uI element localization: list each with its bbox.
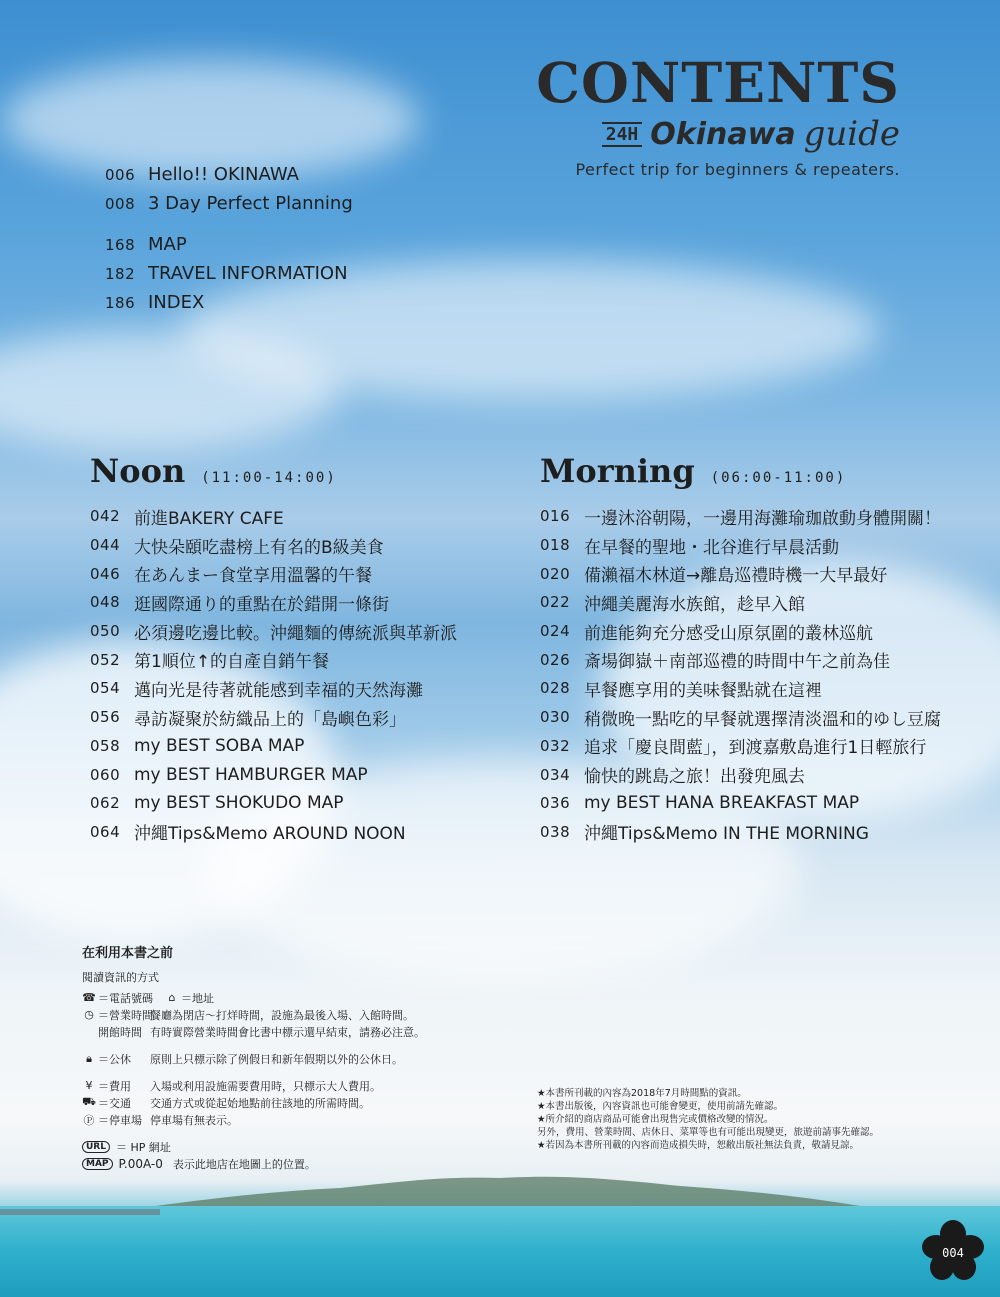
hours-label: ＝營業時間 bbox=[98, 1008, 153, 1022]
toc-label: 前進BAKERY CAFE bbox=[134, 508, 284, 529]
toc-item[interactable] bbox=[540, 674, 941, 703]
fee-label: ＝費用 bbox=[98, 1079, 131, 1093]
notes bbox=[537, 1087, 879, 1152]
hours-sub-text: 有時實際營業時間會比書中標示還早結束，請務必注意。 bbox=[150, 1025, 425, 1039]
page-num: 034 bbox=[540, 765, 571, 784]
hours-sub-label: 開館時間 bbox=[98, 1025, 142, 1039]
toc-item[interactable] bbox=[90, 645, 457, 674]
morning-list bbox=[540, 502, 941, 846]
guide-word: guide bbox=[803, 114, 900, 154]
note-line: ★本書出版後，內容資訊也可能會變更，使用前請先確認。 bbox=[537, 1101, 784, 1112]
morning-section bbox=[540, 452, 941, 846]
phone-icon: ☎ bbox=[82, 991, 96, 1004]
morning-time: (06:00-11:00) bbox=[710, 470, 847, 486]
page-num: 048 bbox=[90, 593, 121, 612]
map-text: 表示此地店在地圖上的位置。 bbox=[172, 1157, 316, 1171]
toc-item[interactable] bbox=[540, 789, 941, 818]
fee-text: 入場或利用設施需要費用時，只標示大人費用。 bbox=[150, 1079, 381, 1093]
page-num: 032 bbox=[540, 736, 571, 755]
toc-item[interactable] bbox=[540, 703, 941, 732]
holiday-label: ＝公休 bbox=[98, 1052, 131, 1066]
toc-label: 逛國際通り的重點在於錯開一條街 bbox=[134, 594, 389, 615]
page-num: 006 bbox=[105, 165, 136, 184]
toc-item[interactable] bbox=[540, 818, 941, 847]
page-num: 036 bbox=[540, 794, 571, 813]
note-line: 另外，費用、營業時間、店休日、菜單等也有可能出現變更，旅遊前請事先確認。 bbox=[537, 1127, 880, 1138]
traffic-label: ＝交通 bbox=[98, 1096, 131, 1110]
toc-item[interactable] bbox=[105, 259, 353, 288]
toc-label: 一邊沐浴朝陽，一邊用海灘瑜珈啟動身體開關！ bbox=[584, 508, 941, 529]
toc-label: 第1順位↑的自產自銷午餐 bbox=[134, 652, 330, 673]
toc-label: my BEST SHOKUDO MAP bbox=[134, 793, 344, 814]
toc-item[interactable] bbox=[540, 645, 941, 674]
toc-item[interactable] bbox=[90, 674, 457, 703]
toc-item[interactable] bbox=[540, 502, 941, 531]
clock-icon: ◷ bbox=[84, 1008, 94, 1021]
page-num: 182 bbox=[105, 264, 136, 283]
toc-item[interactable] bbox=[105, 230, 353, 259]
page-num: 044 bbox=[90, 536, 121, 555]
toc-label: my BEST HAMBURGER MAP bbox=[134, 764, 368, 785]
toc-label: MAP bbox=[148, 234, 187, 255]
contents-title: CONTENTS bbox=[536, 50, 900, 115]
page-num: 008 bbox=[105, 194, 136, 213]
toc-item[interactable] bbox=[90, 760, 457, 789]
tagline: Perfect trip for beginners & repeaters. bbox=[575, 160, 900, 179]
page-num: 016 bbox=[540, 507, 571, 526]
page-num: 028 bbox=[540, 679, 571, 698]
page-num: 064 bbox=[90, 822, 121, 841]
toc-item[interactable] bbox=[90, 703, 457, 732]
toc-label: 斎場御嶽＋南部巡禮的時間中午之前為佳 bbox=[584, 652, 890, 673]
toc-item[interactable] bbox=[90, 732, 457, 761]
toc-label: 早餐應享用的美味餐點就在這裡 bbox=[584, 680, 822, 701]
parking-label: ＝停車場 bbox=[98, 1113, 142, 1127]
usage-title: 在利用本書之前 bbox=[82, 946, 174, 961]
page-num: 058 bbox=[90, 736, 121, 755]
usage-subtitle: 閱讀資訊的方式 bbox=[82, 971, 159, 984]
tel-label: ＝電話號碼 bbox=[98, 991, 153, 1005]
toc-item[interactable] bbox=[540, 531, 941, 560]
hours-text: 餐廳為閉店～打烊時間，設施為最後入場、入館時間。 bbox=[150, 1008, 414, 1022]
page-num: 024 bbox=[540, 622, 571, 641]
okinawa-word: Okinawa bbox=[650, 116, 796, 152]
toc-label: 邁向光是待著就能感到幸福的天然海灘 bbox=[134, 680, 423, 701]
toc-item[interactable] bbox=[90, 531, 457, 560]
page-num: 026 bbox=[540, 650, 571, 669]
toc-label: 尋訪凝聚於紡織品上的「島嶼色彩」 bbox=[134, 709, 406, 730]
toc-item[interactable] bbox=[90, 588, 457, 617]
toc-item[interactable] bbox=[105, 189, 353, 218]
toc-label: my BEST HANA BREAKFAST MAP bbox=[584, 793, 860, 814]
toc-label: 在あんまー食堂享用溫馨的午餐 bbox=[134, 566, 372, 587]
toc-label: 稍微晚一點吃的早餐就選擇清淡溫和的ゆし豆腐 bbox=[584, 709, 941, 730]
usage-guide bbox=[82, 942, 425, 1172]
addr-label: ＝地址 bbox=[181, 991, 214, 1005]
url-text: ＝ HP 網址 bbox=[115, 1140, 171, 1154]
home-icon: ⌂ bbox=[168, 991, 176, 1004]
contents-header bbox=[520, 50, 900, 179]
page-num: 186 bbox=[105, 293, 136, 312]
noon-list bbox=[90, 502, 457, 846]
toc-label: INDEX bbox=[148, 292, 205, 313]
page-num: 020 bbox=[540, 564, 571, 583]
page-num: 062 bbox=[90, 794, 121, 813]
toc-label: 備瀨福木林道→離島巡禮時機一大早最好 bbox=[584, 566, 888, 587]
traffic-text: 交通方式或從起始地點前往該地的所需時間。 bbox=[150, 1096, 370, 1110]
toc-item[interactable] bbox=[90, 502, 457, 531]
toc-item[interactable] bbox=[90, 789, 457, 818]
page-num: 056 bbox=[90, 708, 121, 727]
note-line: ★所介紹的商店商品可能會出現售完或價格改變的情況。 bbox=[537, 1114, 774, 1125]
toc-label: 沖繩Tips&Memo AROUND NOON bbox=[134, 824, 406, 845]
toc-label: 前進能夠充分感受山原氛圍的叢林巡航 bbox=[584, 623, 873, 644]
toc-label: 沖繩美麗海水族館，趁早入館 bbox=[584, 594, 805, 615]
toc-label: my BEST SOBA MAP bbox=[134, 735, 305, 756]
toc-label: Hello!! OKINAWA bbox=[148, 164, 299, 185]
toc-item[interactable] bbox=[105, 160, 353, 189]
toc-label: 沖繩Tips&Memo IN THE MORNING bbox=[584, 824, 869, 845]
map-code: P.00A-0 bbox=[118, 1156, 163, 1171]
page-num: 046 bbox=[90, 564, 121, 583]
toc-item[interactable] bbox=[540, 588, 941, 617]
toc-item[interactable] bbox=[540, 617, 941, 646]
page-num: 060 bbox=[90, 765, 121, 784]
page-num: 054 bbox=[90, 679, 121, 698]
page-num: 030 bbox=[540, 708, 571, 727]
url-badge: URL bbox=[82, 1141, 110, 1153]
noon-time: (11:00-14:00) bbox=[201, 470, 337, 486]
toc-item[interactable] bbox=[540, 559, 941, 588]
page-num: 052 bbox=[90, 650, 121, 669]
page-num: 050 bbox=[90, 622, 121, 641]
toc-label: 大快朵頤吃盡榜上有名的B級美食 bbox=[134, 537, 384, 558]
toc-item[interactable] bbox=[540, 760, 941, 789]
parking-text: 停車場有無表示。 bbox=[150, 1113, 238, 1127]
island bbox=[140, 1170, 860, 1210]
page-number: 004 bbox=[942, 1246, 964, 1260]
sea bbox=[0, 1206, 1000, 1297]
toc-label: TRAVEL INFORMATION bbox=[148, 263, 348, 284]
toc-top bbox=[105, 160, 353, 317]
toc-label: 追求「慶良間藍」，到渡嘉敷島進行1日輕旅行 bbox=[584, 738, 927, 759]
yen-icon: ¥ bbox=[85, 1079, 93, 1092]
page-num: 168 bbox=[105, 235, 136, 254]
toc-label: 3 Day Perfect Planning bbox=[148, 193, 353, 214]
morning-title: Morning bbox=[540, 452, 695, 490]
map-badge: MAP bbox=[82, 1158, 113, 1170]
toc-item[interactable] bbox=[540, 732, 941, 761]
toc-item[interactable] bbox=[105, 288, 353, 317]
toc-item[interactable] bbox=[90, 559, 457, 588]
page-num: 038 bbox=[540, 822, 571, 841]
holiday-text: 原則上只標示除了例假日和新年假期以外的公休日。 bbox=[150, 1052, 403, 1066]
toc-label: 在早餐的聖地・北谷進行早晨活動 bbox=[584, 537, 839, 558]
toc-item[interactable] bbox=[90, 818, 457, 847]
page-num: 042 bbox=[90, 507, 121, 526]
note-line: ★若因為本書所刊載的內容而造成損失時，恕敝出版社無法負責，敬請見諒。 bbox=[537, 1140, 860, 1151]
noon-title: Noon bbox=[90, 452, 186, 490]
noon-section bbox=[90, 452, 457, 846]
page-num: 022 bbox=[540, 593, 571, 612]
toc-label: 愉快的跳島之旅！出發兜風去 bbox=[584, 767, 805, 788]
guide-title bbox=[520, 114, 900, 154]
24h-badge: 24H bbox=[602, 122, 643, 147]
toc-item[interactable] bbox=[90, 617, 457, 646]
note-line: ★本書所刊載的內容為2018年7月時間點的資訊。 bbox=[537, 1088, 747, 1099]
pier bbox=[0, 1209, 160, 1215]
car-icon: ⛟ bbox=[82, 1095, 96, 1108]
parking-icon: Ⓟ bbox=[83, 1113, 95, 1127]
toc-label: 必須邊吃邊比較。沖繩麵的傳統派與革新派 bbox=[134, 623, 457, 644]
lock-icon: 🔒︎ bbox=[86, 1051, 92, 1065]
page-num: 018 bbox=[540, 536, 571, 555]
